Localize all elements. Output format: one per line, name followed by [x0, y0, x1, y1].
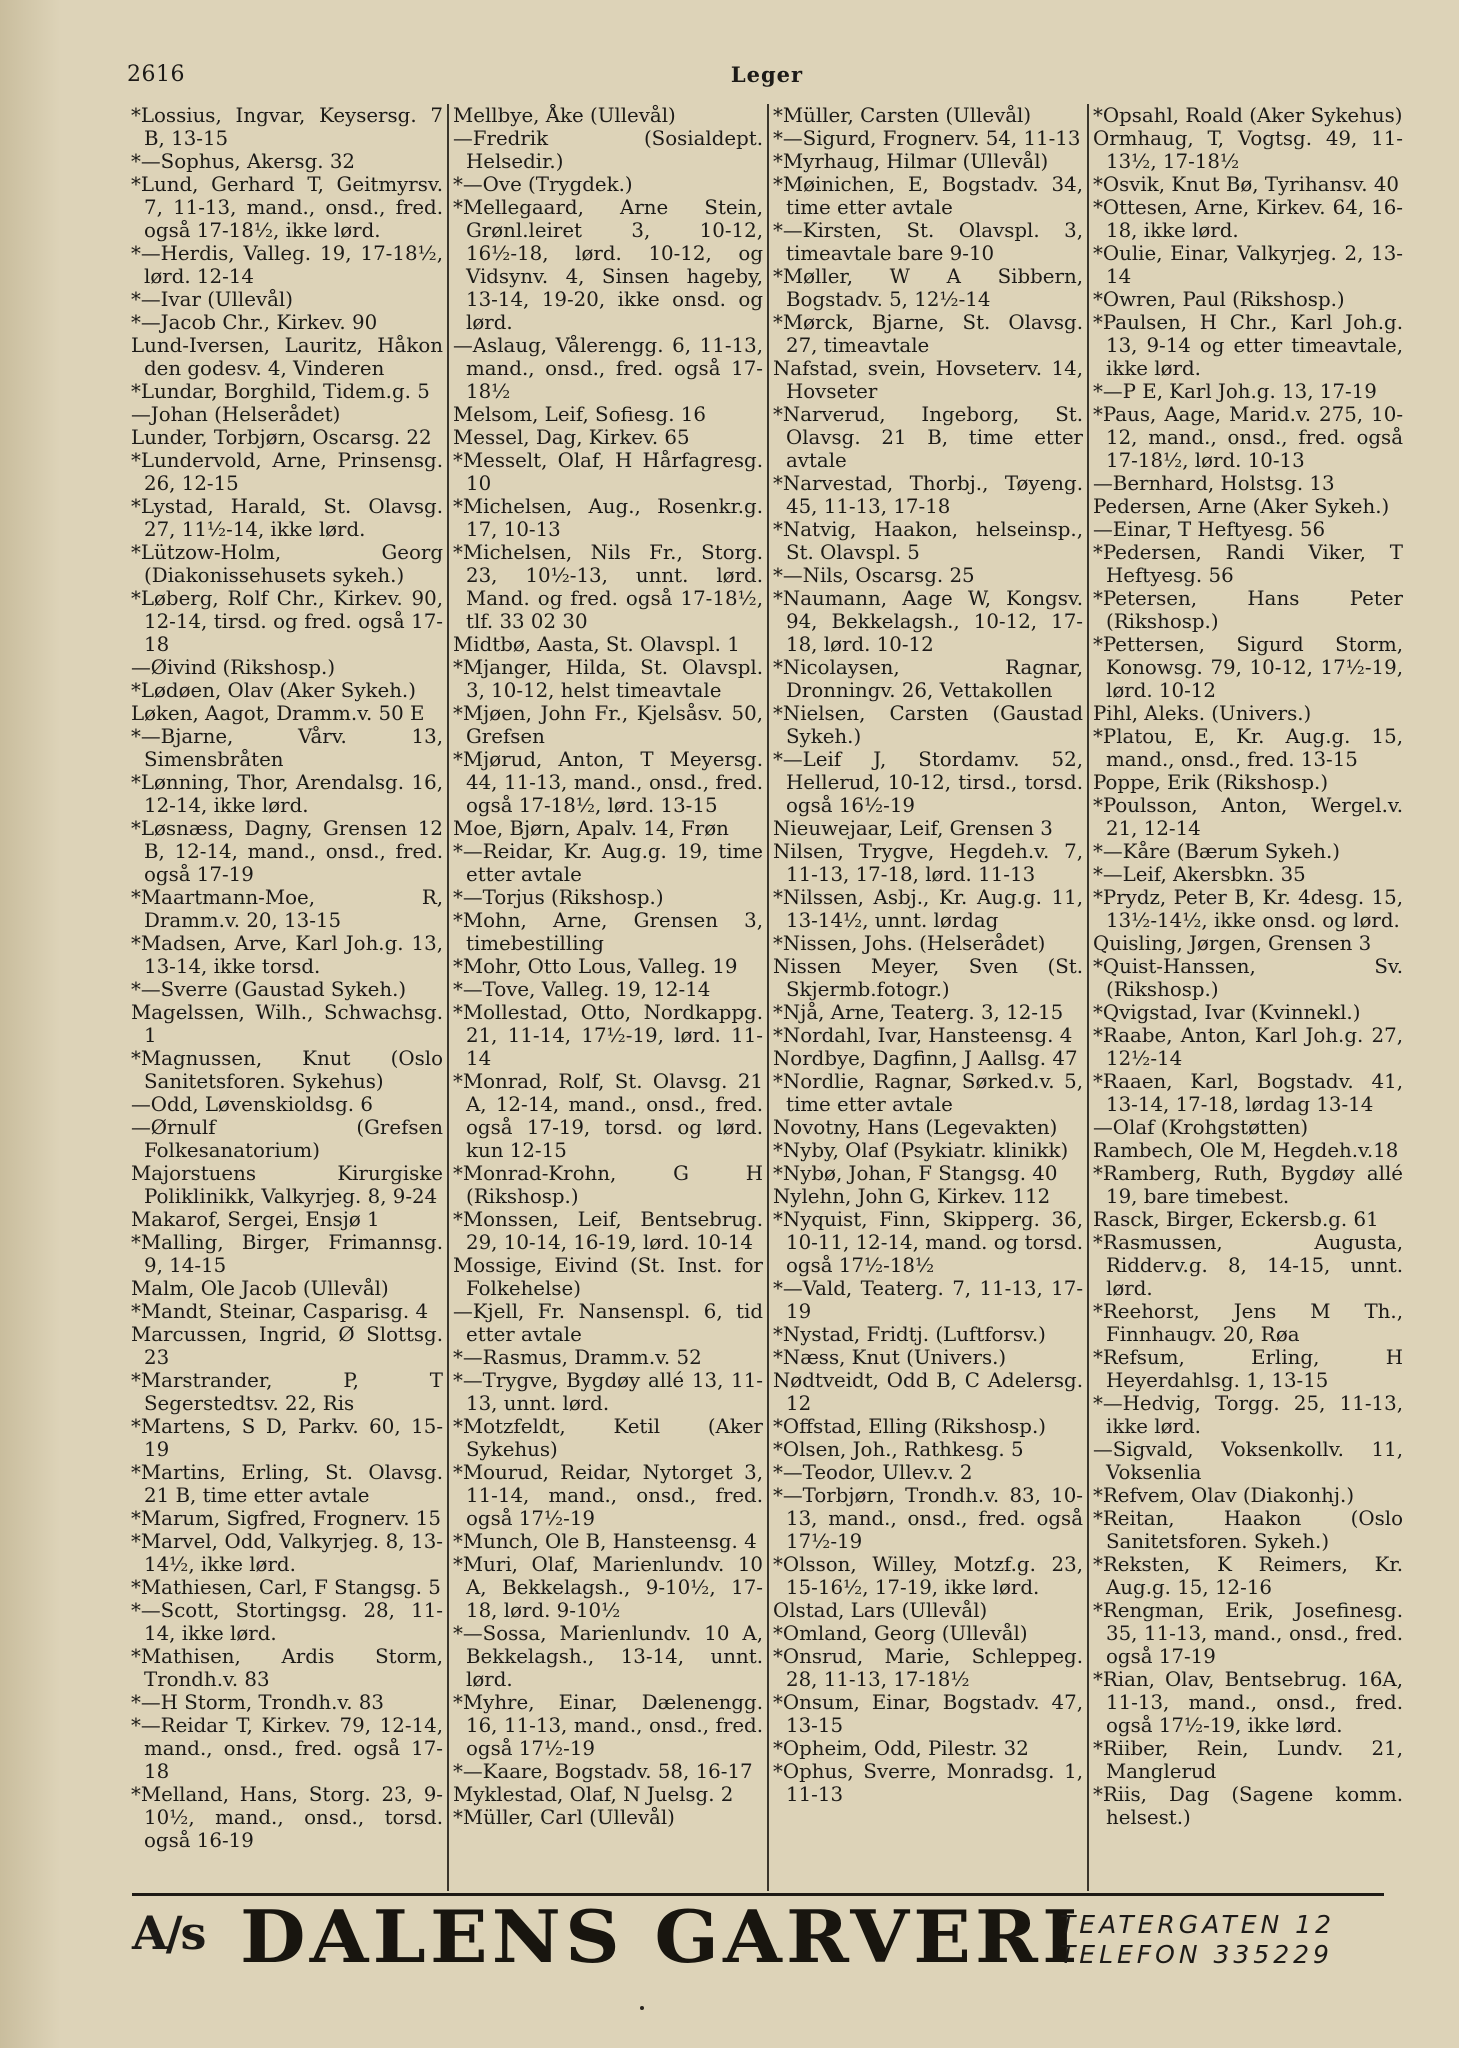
directory-entry: *Mandt, Steinar, Casparisg. 4	[131, 1300, 429, 1323]
directory-entry: *Müller, Carl (Ullevål)	[453, 1806, 675, 1829]
directory-entry: Lund-Iversen, Lauritz, Håkon den godesv. 4, Vinderen	[131, 334, 443, 380]
directory-entry: *Ottesen, Arne, Kirkev. 64, 16-18, ikke lørd.	[1093, 196, 1403, 242]
directory-entry: *Müller, Carsten (Ullevål)	[773, 104, 1032, 127]
directory-entry: *Martins, Erling, St. Olavsg. 21 B, time etter avtale	[131, 1461, 443, 1507]
directory-column-3	[767, 104, 1087, 1891]
directory-entry: *—Kaare, Bogstadv. 58, 16-17	[453, 1760, 753, 1783]
directory-entry: *Mourud, Reidar, Nytorget 3, 11-14, mand., onsd., fred. også 17½-19	[453, 1461, 763, 1530]
directory-entry: *Poulsson, Anton, Wergel.v. 21, 12-14	[1093, 794, 1403, 840]
directory-entry: *Mjørud, Anton, T Meyersg. 44, 11-13, mand., onsd., fred. også 17-18½, lørd. 13-15	[453, 748, 763, 817]
directory-entry: *Nilssen, Asbj., Kr. Aug.g. 11, 13-14½, unnt. lørdag	[773, 886, 1083, 932]
directory-entry: Melsom, Leif, Sofiesg. 16	[453, 403, 706, 426]
page-number: 2616	[127, 62, 185, 87]
directory-entry: *Mathiesen, Carl, F Stangsg. 5	[131, 1576, 441, 1599]
directory-entry: *Malling, Birger, Frimannsg. 9, 14-15	[131, 1231, 443, 1277]
directory-entry: *Rasmussen, Augusta, Ridderv.g. 8, 14-15, unnt. lørd.	[1093, 1231, 1403, 1300]
directory-entry: *—Sophus, Akersg. 32	[131, 150, 355, 173]
directory-entry: *—Trygve, Bygdøy allé 13, 11-13, unnt. lørd.	[453, 1369, 763, 1415]
directory-entry: *Lundar, Borghild, Tidem.g. 5	[131, 380, 430, 403]
directory-entry: *Nystad, Fridtj. (Luftforsv.)	[773, 1323, 1046, 1346]
directory-entry: *Løberg, Rolf Chr., Kirkev. 90, 12-14, tirsd. og fred. også 17-18	[131, 587, 443, 656]
directory-entry: *Martens, S D, Parkv. 60, 15-19	[131, 1415, 443, 1461]
directory-entry: *Onsrud, Marie, Schleppeg. 28, 11-13, 17-18½	[773, 1645, 1083, 1691]
directory-column-2	[447, 104, 767, 1891]
ad-company-prefix: A/s	[132, 1906, 205, 1960]
directory-entry: *Owren, Paul (Rikshosp.)	[1093, 288, 1345, 311]
directory-entry: *Narvestad, Thorbj., Tøyeng. 45, 11-13, 17-18	[773, 472, 1083, 518]
directory-entry: *Mørck, Bjarne, St. Olavsg. 27, timeavtale	[773, 311, 1083, 357]
directory-entry: *Lødøen, Olav (Aker Sykeh.)	[131, 679, 416, 702]
directory-entry: Poppe, Erik (Rikshosp.)	[1093, 771, 1329, 794]
directory-entry: Messel, Dag, Kirkev. 65	[453, 426, 690, 449]
directory-entry: *Prydz, Peter B, Kr. 4desg. 15, 13½-14½, ikke onsd. og lørd.	[1093, 886, 1403, 932]
directory-entry: Nylehn, John G, Kirkev. 112	[773, 1185, 1051, 1208]
directory-entry: *Myrhaug, Hilmar (Ullevål)	[773, 150, 1049, 173]
directory-entry: *Raaen, Karl, Bogstadv. 41, 13-14, 17-18, lørdag 13-14	[1093, 1070, 1403, 1116]
directory-entry: *—Vald, Teaterg. 7, 11-13, 17-19	[773, 1277, 1083, 1323]
directory-entry: *Melland, Hans, Storg. 23, 9-10½, mand., onsd., torsd. også 16-19	[131, 1783, 443, 1852]
directory-entry: Marcussen, Ingrid, Ø Slottsg. 23	[131, 1323, 443, 1369]
directory-entry: *Ramberg, Ruth, Bygdøy allé 19, bare timebest.	[1093, 1162, 1403, 1208]
directory-entry: —Øivind (Rikshosp.)	[131, 656, 336, 679]
directory-entry: Nafstad, svein, Hovseterv. 14, Hovseter	[773, 357, 1083, 403]
directory-entry: *—Scott, Stortingsg. 28, 11-14, ikke lørd.	[131, 1599, 443, 1645]
directory-entry: Rasck, Birger, Eckersb.g. 61	[1093, 1208, 1379, 1231]
directory-entry: *Rian, Olav, Bentsebrug. 16A, 11-13, mand., onsd., fred. også 17½-19, ikke lørd.	[1093, 1668, 1403, 1737]
directory-entry: Malm, Ole Jacob (Ullevål)	[131, 1277, 389, 1300]
directory-entry: —Sigvald, Voksenkollv. 11, Voksenlia	[1093, 1438, 1403, 1484]
directory-entry: Majorstuens Kirurgiske Poliklinikk, Valkyrjeg. 8, 9-24	[131, 1162, 443, 1208]
directory-column-4	[1087, 104, 1407, 1891]
ad-company-name: DALENS GARVERI	[240, 1894, 1082, 1979]
directory-entry: *Mjanger, Hilda, St. Olavspl. 3, 10-12, helst timeavtale	[453, 656, 763, 702]
directory-entry: Myklestad, Olaf, N Juelsg. 2	[453, 1783, 734, 1806]
directory-entry: *—Torjus (Rikshosp.)	[453, 886, 664, 909]
directory-entry: *Messelt, Olaf, H Hårfagresg. 10	[453, 449, 763, 495]
directory-entry: —Bernhard, Holstsg. 13	[1093, 472, 1335, 495]
ad-address: TEATERGATEN 12	[1060, 1910, 1335, 1939]
directory-entry: *Narverud, Ingeborg, St. Olavsg. 21 B, time etter avtale	[773, 403, 1083, 472]
directory-entry: *Michelsen, Nils Fr., Storg. 23, 10½-13, unnt. lørd. Mand. og fred. også 17-18½, tlf. 33 02 30	[453, 541, 763, 633]
directory-entry: —Olaf (Krohgstøtten)	[1093, 1116, 1309, 1139]
directory-entry: *Næss, Knut (Univers.)	[773, 1346, 1007, 1369]
running-title: Leger	[730, 62, 804, 87]
directory-entry: *Mohn, Arne, Grensen 3, timebestilling	[453, 909, 763, 955]
directory-entry: *Monrad, Rolf, St. Olavsg. 21 A, 12-14, mand., onsd., fred. også 17-19, torsd. og lørd. kun 12-15	[453, 1070, 763, 1162]
directory-entry: *—Rasmus, Dramm.v. 52	[453, 1346, 702, 1369]
directory-entry: *Qvigstad, Ivar (Kvinnekl.)	[1093, 1001, 1361, 1024]
directory-entry: *Natvig, Haakon, helseinsp., St. Olavspl. 5	[773, 518, 1083, 564]
directory-entry: Magelssen, Wilh., Schwachsg. 1	[131, 1001, 443, 1047]
directory-entry: *Raabe, Anton, Karl Joh.g. 27, 12½-14	[1093, 1024, 1403, 1070]
directory-entry: *—Reidar, Kr. Aug.g. 19, time etter avtale	[453, 840, 763, 886]
directory-entry: *Lützow-Holm, Georg (Diakonissehusets sykeh.)	[131, 541, 443, 587]
directory-entry: Quisling, Jørgen, Grensen 3	[1093, 932, 1372, 955]
directory-entry: Midtbø, Aasta, St. Olavspl. 1	[453, 633, 740, 656]
directory-entry: *Magnussen, Knut (Oslo Sanitetsforen. Sykehus)	[131, 1047, 443, 1093]
directory-entry: *—Sigurd, Frognerv. 54, 11-13	[773, 127, 1081, 150]
directory-entry: *—Sverre (Gaustad Sykeh.)	[131, 978, 407, 1001]
directory-entry: *Pedersen, Randi Viker, T Heftyesg. 56	[1093, 541, 1403, 587]
directory-entry: *Omland, Georg (Ullevål)	[773, 1622, 1028, 1645]
directory-entry: Pedersen, Arne (Aker Sykeh.)	[1093, 495, 1390, 518]
directory-entry: *—Bjarne, Vårv. 13, Simensbråten	[131, 725, 443, 771]
directory-entry: Nødtveidt, Odd B, C Adelersg. 12	[773, 1369, 1083, 1415]
directory-entry: *Mellegaard, Arne Stein, Grønl.leiret 3, 10-12, 16½-18, lørd. 10-12, og Vidsynv. 4, Sinsen hageby, 13-14, 19-20, ikke onsd. og lørd.	[453, 196, 763, 334]
directory-entry: *Rengman, Erik, Josefinesg. 35, 11-13, mand., onsd., fred. også 17-19	[1093, 1599, 1403, 1668]
page-header	[127, 62, 1407, 92]
directory-entry: *Njå, Arne, Teaterg. 3, 12-15	[773, 1001, 1064, 1024]
directory-entry: *—Kåre (Bærum Sykeh.)	[1093, 840, 1340, 863]
directory-entry: *Nybø, Johan, F Stangsg. 40	[773, 1162, 1058, 1185]
directory-entry: *Offstad, Elling (Rikshosp.)	[773, 1415, 1046, 1438]
directory-entry: *—Nils, Oscarsg. 25	[773, 564, 975, 587]
directory-entry: Ormhaug, T, Vogtsg. 49, 11-13½, 17-18½	[1093, 127, 1403, 173]
directory-entry: *Marvel, Odd, Valkyrjeg. 8, 13-14½, ikke lørd.	[131, 1530, 443, 1576]
directory-entry: Olstad, Lars (Ullevål)	[773, 1599, 988, 1622]
directory-entry: *Quist-Hanssen, Sv. (Rikshosp.)	[1093, 955, 1403, 1001]
directory-entry: *Riis, Dag (Sagene komm. helsest.)	[1093, 1783, 1403, 1829]
directory-entry: *—Leif, Akersbkn. 35	[1093, 863, 1306, 886]
directory-entry: *Reitan, Haakon (Oslo Sanitetsforen. Sykeh.)	[1093, 1507, 1403, 1553]
directory-entry: —Ørnulf (Grefsen Folkesanatorium)	[131, 1116, 443, 1162]
directory-entry: *Onsum, Einar, Bogstadv. 47, 13-15	[773, 1691, 1083, 1737]
directory-entry: Lunder, Torbjørn, Oscarsg. 22	[131, 426, 432, 449]
directory-entry: *Nyby, Olaf (Psykiatr. klinikk)	[773, 1139, 1069, 1162]
directory-entry: *Paulsen, H Chr., Karl Joh.g. 13, 9-14 og etter timeavtale, ikke lørd.	[1093, 311, 1403, 380]
directory-entry: *Pettersen, Sigurd Storm, Konowsg. 79, 10-12, 17½-19, lørd. 10-12	[1093, 633, 1403, 702]
directory-entry: Moe, Bjørn, Apalv. 14, Frøn	[453, 817, 729, 840]
directory-entry: Nordbye, Dagfinn, J Aallsg. 47	[773, 1047, 1078, 1070]
directory-entry: *—Ove (Trygdek.)	[453, 173, 633, 196]
directory-entry: Nieuwejaar, Leif, Grensen 3	[773, 817, 1053, 840]
directory-entry: *Munch, Ole B, Hansteensg. 4	[453, 1530, 757, 1553]
directory-entry: Mellbye, Åke (Ullevål)	[453, 104, 676, 127]
directory-entry: *Motzfeldt, Ketil (Aker Sykehus)	[453, 1415, 763, 1461]
directory-entry: —Aslaug, Vålerengg. 6, 11-13, mand., onsd., fred. også 17-18½	[453, 334, 763, 403]
directory-entry: *—H Storm, Trondh.v. 83	[131, 1691, 384, 1714]
directory-entry: *—Leif J, Stordamv. 52, Hellerud, 10-12, tirsd., torsd. også 16½-19	[773, 748, 1083, 817]
directory-entry: *Muri, Olaf, Marienlundv. 10 A, Bekkelagsh., 9-10½, 17-18, lørd. 9-10½	[453, 1553, 763, 1622]
directory-entry: *Ophus, Sverre, Monradsg. 1, 11-13	[773, 1760, 1083, 1806]
directory-entry: *Reehorst, Jens M Th., Finnhaugv. 20, Røa	[1093, 1300, 1403, 1346]
directory-entry: *Madsen, Arve, Karl Joh.g. 13, 13-14, ikke torsd.	[131, 932, 443, 978]
directory-entry: —Kjell, Fr. Nansenspl. 6, tid etter avtale	[453, 1300, 763, 1346]
directory-entry: *Lossius, Ingvar, Keysersg. 7 B, 13-15	[131, 104, 443, 150]
directory-entry: *Riiber, Rein, Lundv. 21, Manglerud	[1093, 1737, 1403, 1783]
directory-entry: *Opheim, Odd, Pilestr. 32	[773, 1737, 1029, 1760]
directory-entry: *Opsahl, Roald (Aker Sykehus)	[1093, 104, 1403, 127]
directory-entry: Løken, Aagot, Dramm.v. 50 E	[131, 702, 425, 725]
directory-entry: Rambech, Ole M, Hegdeh.v.18	[1093, 1139, 1399, 1162]
advertisement	[132, 1894, 1384, 1979]
directory-entry: *Lønning, Thor, Arendalsg. 16, 12-14, ikke lørd.	[131, 771, 443, 817]
directory-entry: *Mjøen, John Fr., Kjelsåsv. 50, Grefsen	[453, 702, 763, 748]
directory-entry: *Olsson, Willey, Motzf.g. 23, 15-16½, 17-19, ikke lørd.	[773, 1553, 1083, 1599]
directory-entry: —Odd, Løvenskioldsg. 6	[131, 1093, 373, 1116]
directory-entry: —Fredrik (Sosialdept. Helsedir.)	[453, 127, 763, 173]
directory-entry: *Petersen, Hans Peter (Rikshosp.)	[1093, 587, 1403, 633]
page-edge-shadow	[0, 0, 60, 2048]
ad-contact	[1060, 1910, 1360, 1970]
directory-entry: —Einar, T Heftyesg. 56	[1093, 518, 1326, 541]
directory-entry: *Olsen, Joh., Rathkesg. 5	[773, 1438, 1024, 1461]
directory-entry: Novotny, Hans (Legevakten)	[773, 1116, 1058, 1139]
directory-entry: *Løsnæss, Dagny, Grensen 12 B, 12-14, mand., onsd., fred. også 17-19	[131, 817, 443, 886]
directory-entry: *Refvem, Olav (Diakonhj.)	[1093, 1484, 1355, 1507]
directory-entry: *Maartmann-Moe, R, Dramm.v. 20, 13-15	[131, 886, 443, 932]
directory-entry: Nilsen, Trygve, Hegdeh.v. 7, 11-13, 17-18, lørd. 11-13	[773, 840, 1083, 886]
directory-entry: Nissen Meyer, Sven (St. Skjermb.fotogr.)	[773, 955, 1083, 1001]
print-speck	[640, 2006, 644, 2010]
directory-entry: *—P E, Karl Joh.g. 13, 17-19	[1093, 380, 1377, 403]
directory-entry: *Mathisen, Ardis Storm, Trondh.v. 83	[131, 1645, 443, 1691]
ad-phone: TELEFON 335229	[1060, 1940, 1333, 1969]
directory-column-1	[127, 104, 447, 1891]
directory-entry: *—Teodor, Ullev.v. 2	[773, 1461, 973, 1484]
directory-entry: *Monrad-Krohn, G H (Rikshosp.)	[453, 1162, 763, 1208]
directory-entry: *Monssen, Leif, Bentsebrug. 29, 10-14, 16-19, lørd. 10-14	[453, 1208, 763, 1254]
directory-entry: *—Sossa, Marienlundv. 10 A, Bekkelagsh., 13-14, unnt. lørd.	[453, 1622, 763, 1691]
directory-entry: *Lund, Gerhard T, Geitmyrsv. 7, 11-13, mand., onsd., fred. også 17-18½, ikke lørd.	[131, 173, 443, 242]
directory-entry: *Platou, E, Kr. Aug.g. 15, mand., onsd., fred. 13-15	[1093, 725, 1403, 771]
directory-entry: *Nordlie, Ragnar, Sørked.v. 5, time etter avtale	[773, 1070, 1083, 1116]
directory-entry: *Naumann, Aage W, Kongsv. 94, Bekkelagsh., 10-12, 17-18, lørd. 10-12	[773, 587, 1083, 656]
directory-entry: *Reksten, K Reimers, Kr. Aug.g. 15, 12-16	[1093, 1553, 1403, 1599]
directory-entry: —Johan (Helserådet)	[131, 403, 341, 426]
directory-entry: *Refsum, Erling, H Heyerdahlsg. 1, 13-15	[1093, 1346, 1403, 1392]
directory-entry: *Nissen, Johs. (Helserådet)	[773, 932, 1046, 955]
directory-entry: *Nyquist, Finn, Skipperg. 36, 10-11, 12-14, mand. og torsd. også 17½-18½	[773, 1208, 1084, 1277]
directory-entry: *Marstrander, P, T Segerstedtsv. 22, Ris	[131, 1369, 443, 1415]
directory-entry: *—Torbjørn, Trondh.v. 83, 10-13, mand., onsd., fred. også 17½-19	[773, 1484, 1083, 1553]
directory-entry: *Osvik, Knut Bø, Tyrihansv. 40	[1093, 173, 1399, 196]
directory-entry: *Lundervold, Arne, Prinsensg. 26, 12-15	[131, 449, 443, 495]
directory-entry: *Michelsen, Aug., Rosenkr.g. 17, 10-13	[453, 495, 763, 541]
directory-entry: *Myhre, Einar, Dælenengg. 16, 11-13, mand., onsd., fred. også 17½-19	[453, 1691, 763, 1760]
directory-entry: *Mollestad, Otto, Nordkappg. 21, 11-14, 17½-19, lørd. 11-14	[453, 1001, 763, 1070]
directory-entry: *Møinichen, E, Bogstadv. 34, time etter avtale	[773, 173, 1083, 219]
directory-entry: *Nicolaysen, Ragnar, Dronningv. 26, Vettakollen	[773, 656, 1083, 702]
directory-entry: *Mohr, Otto Lous, Valleg. 19	[453, 955, 738, 978]
directory-entry: *Møller, W A Sibbern, Bogstadv. 5, 12½-14	[773, 265, 1083, 311]
directory-columns	[127, 104, 1412, 1891]
directory-entry: *—Herdis, Valleg. 19, 17-18½, lørd. 12-14	[131, 242, 443, 288]
directory-entry: *—Ivar (Ullevål)	[131, 288, 293, 311]
directory-entry: Pihl, Aleks. (Univers.)	[1093, 702, 1312, 725]
directory-entry: *—Tove, Valleg. 19, 12-14	[453, 978, 711, 1001]
directory-entry: *Nielsen, Carsten (Gaustad Sykeh.)	[773, 702, 1083, 748]
directory-entry: *—Hedvig, Torgg. 25, 11-13, ikke lørd.	[1093, 1392, 1403, 1438]
directory-entry: *—Reidar T, Kirkev. 79, 12-14, mand., onsd., fred. også 17-18	[131, 1714, 443, 1783]
directory-entry: Makarof, Sergei, Ensjø 1	[131, 1208, 380, 1231]
directory-entry: *Marum, Sigfred, Frognerv. 15	[131, 1507, 441, 1530]
directory-entry: *—Kirsten, St. Olavspl. 3, timeavtale bare 9-10	[773, 219, 1083, 265]
directory-entry: *Lystad, Harald, St. Olavsg. 27, 11½-14, ikke lørd.	[131, 495, 443, 541]
directory-entry: *—Jacob Chr., Kirkev. 90	[131, 311, 378, 334]
directory-entry: Mossige, Eivind (St. Inst. for Folkehelse)	[453, 1254, 763, 1300]
directory-entry: *Oulie, Einar, Valkyrjeg. 2, 13-14	[1093, 242, 1403, 288]
directory-entry: *Paus, Aage, Marid.v. 275, 10-12, mand., onsd., fred. også 17-18½, lørd. 10-13	[1093, 403, 1403, 472]
directory-entry: *Nordahl, Ivar, Hansteensg. 4	[773, 1024, 1073, 1047]
